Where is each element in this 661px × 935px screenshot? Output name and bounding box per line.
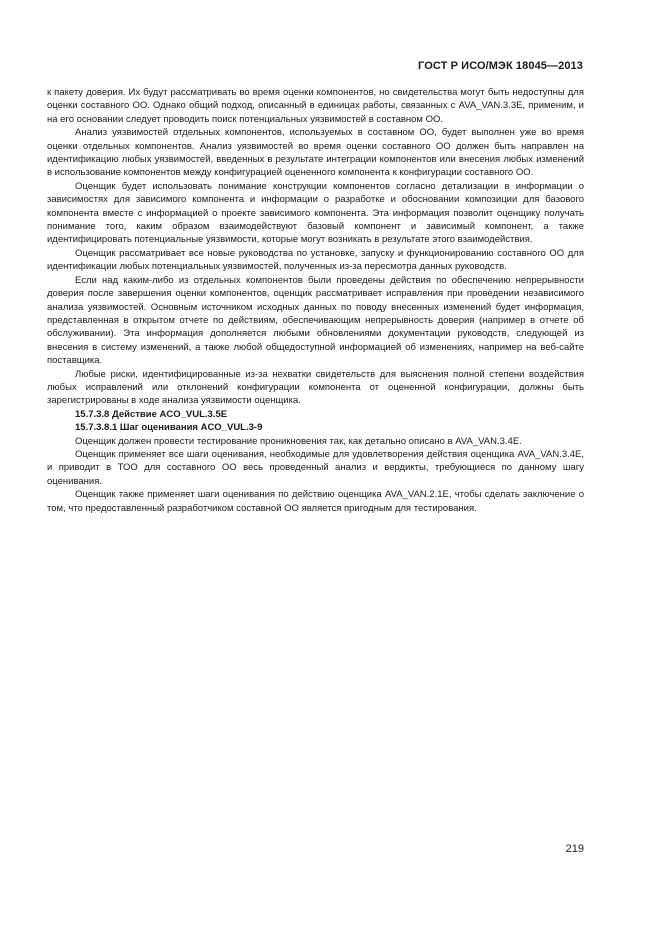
section-heading: 15.7.3.8 Действие ACO_VUL.3.5E [75, 408, 228, 420]
page-header-standard: ГОСТ Р ИСО/МЭК 18045—2013 [418, 60, 583, 72]
paragraph: Любые риски, идентифицированные из-за нехватки свидетельств для выяснения полной степени воздействия любых исправлений или отклонений конфигурации компонента от оцененной конфигурации, должны быть зарегистрированы в ходе анализа уязвимости оценщика. [47, 368, 584, 407]
paragraph: Если над каким-либо из отдельных компонентов были проведены действия по обеспечению непрерывности доверия после завершения оценки компонентов, оценщик рассматривает исправления при проведении независимого анализа уязвимостей. Основным источником исходных данных по поводу внесенных изменений будет информация, представленная в открытом отчете по действиям, обеспечивающим непрерывность доверия (например в отчете об обслуживании). Эта информация дополняется любыми обновлениями документации руководств, следующей из внесения в систему изменений, а также любой общедоступной информацией об изменениях, например на веб-сайте поставщика. [47, 274, 584, 367]
paragraph: Оценщик также применяет шаги оценивания по действию оценщика AVA_VAN.2.1E, чтобы сделать заключение о том, что предоставленный разработчиком составной ОО является пригодным для тестирования. [47, 489, 584, 514]
subsection-heading: 15.7.3.8.1 Шаг оценивания ACO_VUL.3-9 [75, 422, 263, 434]
page-number: 219 [565, 843, 584, 855]
paragraph: Оценщик применяет все шаги оценивания, необходимые для удовлетворения действия оценщика AVA_VAN.3.4E, и приводит в ТОО для составного ОО весь проведенный анализ и вердикты, требующиеся по данному шагу оценивания. [47, 448, 584, 487]
paragraph: к пакету доверия. Их будут рассматривать во время оценки компонентов, но свидетельства могут быть недоступны для оценки составного ОО. Однако общий подход, описанный в единицах работы, связанных с AVA_VAN.3.3E, применим, и на его основании следует проводить поиск потенциальных уязвимостей в составном ОО. [47, 87, 584, 125]
paragraph: Оценщик будет использовать понимание конструкции компонентов согласно детализации в информации о зависимостях для зависимого компонента и информации о разработке и обосновании композиции для базового компонента вместе с информацией о проекте зависимого компонента. Эта информация позволит оценщику получать понимание того, каким образом взаимодействуют базовый компонент и зависимый компонент, а также идентифицировать потенциальные уязвимости, которые могут возникать в результате этого взаимодействия. [47, 180, 584, 246]
paragraph: Оценщик должен провести тестирование проникновения так, как детально описано в AVA_VAN.3.4E. [75, 435, 522, 447]
paragraph: Оценщик рассматривает все новые руководства по установке, запуску и функционированию составного ОО для идентификации любых потенциальных уязвимостей, полученных из-за пересмотра данных руководств. [47, 247, 584, 273]
paragraph: Анализ уязвимостей отдельных компонентов, используемых в составном ОО, будет выполнен уже во время оценки отдельных компонентов. Анализ уязвимостей во время оценки составного ОО должен быть направлен на идентификацию любых уязвимостей, введенных в результате интеграции компонентов или внесения любых изменений в использование компонентов между конфигурацией оцененного компонента к конфигурации составного ОО. [47, 127, 584, 179]
document-body [47, 86, 584, 515]
